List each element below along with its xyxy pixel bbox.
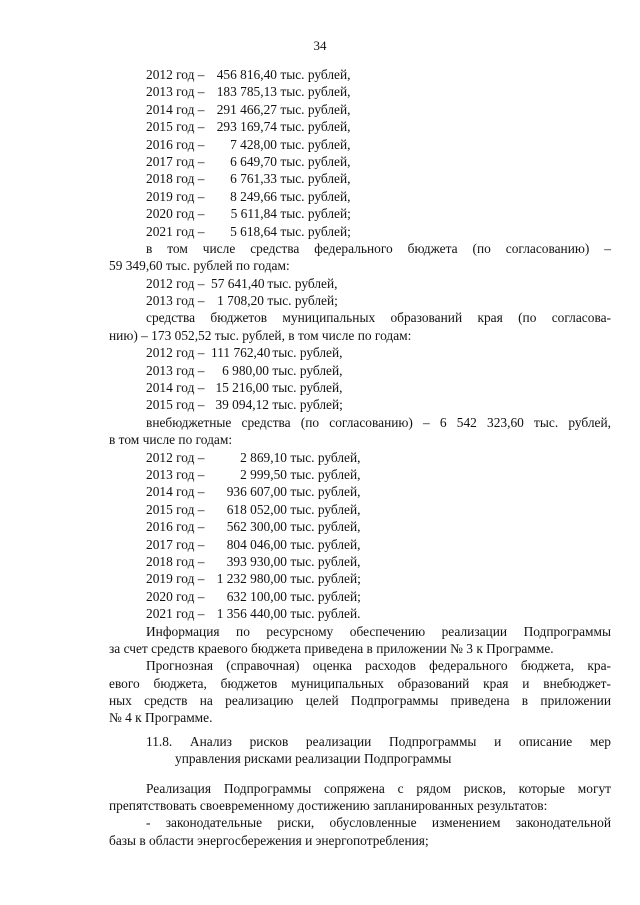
section-heading: 11.8. Анализ рисков реализации Подпрограммы и описание мер — [146, 733, 611, 749]
paragraph-line: в том числе средства федерального бюджета (по согласованию) – — [146, 240, 611, 256]
list-item: 2012 год – 456 816,40 тыс. рублей, — [146, 67, 351, 82]
list-item: 2012 год – 57 641,40 тыс. рублей, — [146, 275, 338, 291]
list-item: 2013 год – 1 708,20 тыс. рублей; — [146, 293, 338, 309]
paragraph-line: - законодательные риски, обусловленные изменением законодательной — [146, 815, 611, 831]
list-item: 2021 год – 5 618,64 тыс. рублей; — [146, 223, 351, 239]
list-item: 2017 год – 804 046,00 тыс. рублей, — [146, 536, 361, 552]
list-item: 2018 год – 6 761,33 тыс. рублей, — [146, 171, 351, 187]
paragraph-line: базы в области энергосбережения и энергопотребления; — [109, 832, 429, 848]
paragraph-line: 59 349,60 тыс. рублей по годам: — [109, 258, 290, 274]
list-item: 2013 год – 183 785,13 тыс. рублей, — [146, 84, 351, 100]
list-item: 2015 год – 293 169,74 тыс. рублей, — [146, 119, 351, 135]
list-item: 2015 год – 618 052,00 тыс. рублей, — [146, 501, 361, 517]
paragraph-line: евого бюджета, бюджетов муниципальных образований края и внебюджет- — [109, 675, 611, 691]
paragraph-line: ных средств на реализацию целей Подпрограммы приведена в приложении — [109, 693, 611, 709]
funding-list-municipal — [109, 344, 611, 414]
list-item: 2013 год – 2 999,50 тыс. рублей, — [146, 466, 361, 482]
paragraph-line: в том числе по годам: — [109, 432, 233, 448]
list-item: 2012 год – 2 869,10 тыс. рублей, — [146, 449, 361, 465]
paragraph-line: препятствовать своевременному достижению запланированных результатов: — [109, 798, 548, 814]
list-item: 2014 год – 291 466,27 тыс. рублей, — [146, 101, 351, 117]
paragraph-line: № 4 к Программе. — [109, 710, 213, 726]
list-item: 2019 год – 1 232 980,00 тыс. рублей; — [146, 571, 361, 587]
document-body — [109, 66, 611, 849]
page-number: 34 — [313, 38, 327, 53]
list-item: 2016 год – 7 428,00 тыс. рублей, — [146, 136, 351, 152]
paragraph-line: Прогнозная (справочная) оценка расходов федерального бюджета, кра- — [146, 658, 611, 674]
funding-list-federal — [109, 275, 611, 310]
funding-list-total — [109, 66, 611, 240]
list-item: 2014 год – 936 607,00 тыс. рублей, — [146, 484, 361, 500]
list-item: 2021 год – 1 356 440,00 тыс. рублей. — [146, 606, 361, 622]
list-item: 2019 год – 8 249,66 тыс. рублей, — [146, 188, 351, 204]
paragraph-line: нию) – 173 052,52 тыс. рублей, в том числе по годам: — [109, 327, 412, 343]
list-item: 2017 год – 6 649,70 тыс. рублей, — [146, 153, 351, 169]
paragraph-line: средства бюджетов муниципальных образований края (по согласова- — [146, 310, 611, 326]
paragraph-line: за счет средств краевого бюджета приведена в приложении № 3 к Программе. — [109, 640, 554, 656]
paragraph-line: внебюджетные средства (по согласованию) – 6 542 323,60 тыс. рублей, — [146, 414, 611, 430]
list-item: 2020 год – 632 100,00 тыс. рублей; — [146, 588, 361, 604]
list-item: 2018 год – 393 930,00 тыс. рублей, — [146, 553, 361, 569]
paragraph-line: Реализация Подпрограммы сопряжена с рядом рисков, которые могут — [146, 780, 611, 796]
list-item: 2016 год – 562 300,00 тыс. рублей, — [146, 519, 361, 535]
paragraph-line: Информация по ресурсному обеспечению реализации Подпрограммы — [146, 623, 611, 639]
list-item: 2020 год – 5 611,84 тыс. рублей; — [146, 206, 351, 222]
funding-list-extrabudgetary — [109, 449, 611, 623]
section-heading-cont: управления рисками реализации Подпрограммы — [175, 751, 452, 767]
list-item: 2012 год – 111 762,40 тыс. рублей, — [146, 345, 343, 361]
list-item: 2014 год – 15 216,00 тыс. рублей, — [146, 380, 343, 396]
list-item: 2013 год – 6 980,00 тыс. рублей, — [146, 362, 343, 378]
list-item: 2015 год – 39 094,12 тыс. рублей; — [146, 397, 343, 413]
